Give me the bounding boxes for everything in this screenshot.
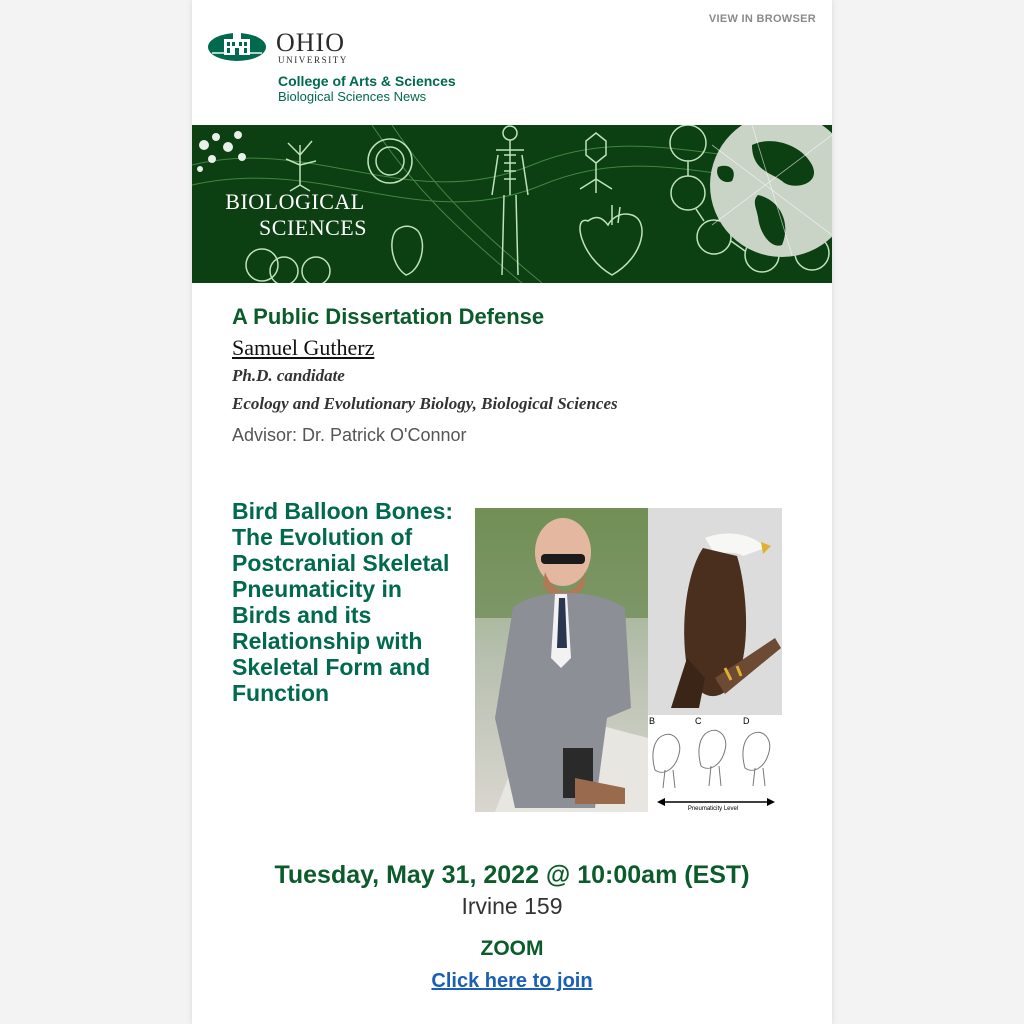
thesis-title: Bird Balloon Bones: The Evolution of Postcranial Skeletal Pneumaticity in Birds and its Relationship with Skeletal Form and Function (232, 498, 454, 706)
defense-details (232, 300, 812, 448)
banner-title-line1: BIOLOGICAL (225, 189, 365, 214)
zoom-join-link[interactable]: Click here to join (431, 970, 593, 992)
figure-label-b: B (649, 716, 656, 726)
candidate-name-link[interactable]: Samuel Gutherz (232, 335, 375, 360)
banner-title-line2: SCIENCES (259, 215, 367, 240)
figure-label-d: D (743, 716, 750, 726)
email-container (192, 0, 832, 1024)
college-name: College of Arts & Sciences (278, 73, 456, 89)
candidate-and-eagle-photo (475, 508, 782, 812)
candidate-program: Ecology and Evolutionary Biology, Biological Sciences (232, 394, 618, 413)
figure-label-c: C (695, 716, 702, 726)
zoom-heading: ZOOM (480, 937, 544, 960)
figure-axis-label: Pneumaticity Level (687, 806, 739, 812)
candidate-role: Ph.D. candidate (232, 366, 345, 385)
event-date: Tuesday, May 31, 2022 @ 10:00am (EST) (274, 861, 750, 889)
advisor-name: Advisor: Dr. Patrick O'Connor (232, 425, 467, 445)
defense-title: A Public Dissertation Defense (232, 304, 545, 329)
biological-sciences-banner (192, 125, 832, 283)
ohio-university-logo-icon[interactable] (208, 26, 268, 69)
view-in-browser-link[interactable]: VIEW IN BROWSER (708, 13, 816, 25)
banner-title (210, 189, 380, 241)
event-details (192, 858, 832, 993)
department-name: Biological Sciences News (278, 89, 427, 104)
logo-wordmark: OHIO (276, 28, 345, 57)
logo-subtitle: UNIVERSITY (278, 55, 348, 65)
event-location: Irvine 159 (461, 893, 563, 919)
